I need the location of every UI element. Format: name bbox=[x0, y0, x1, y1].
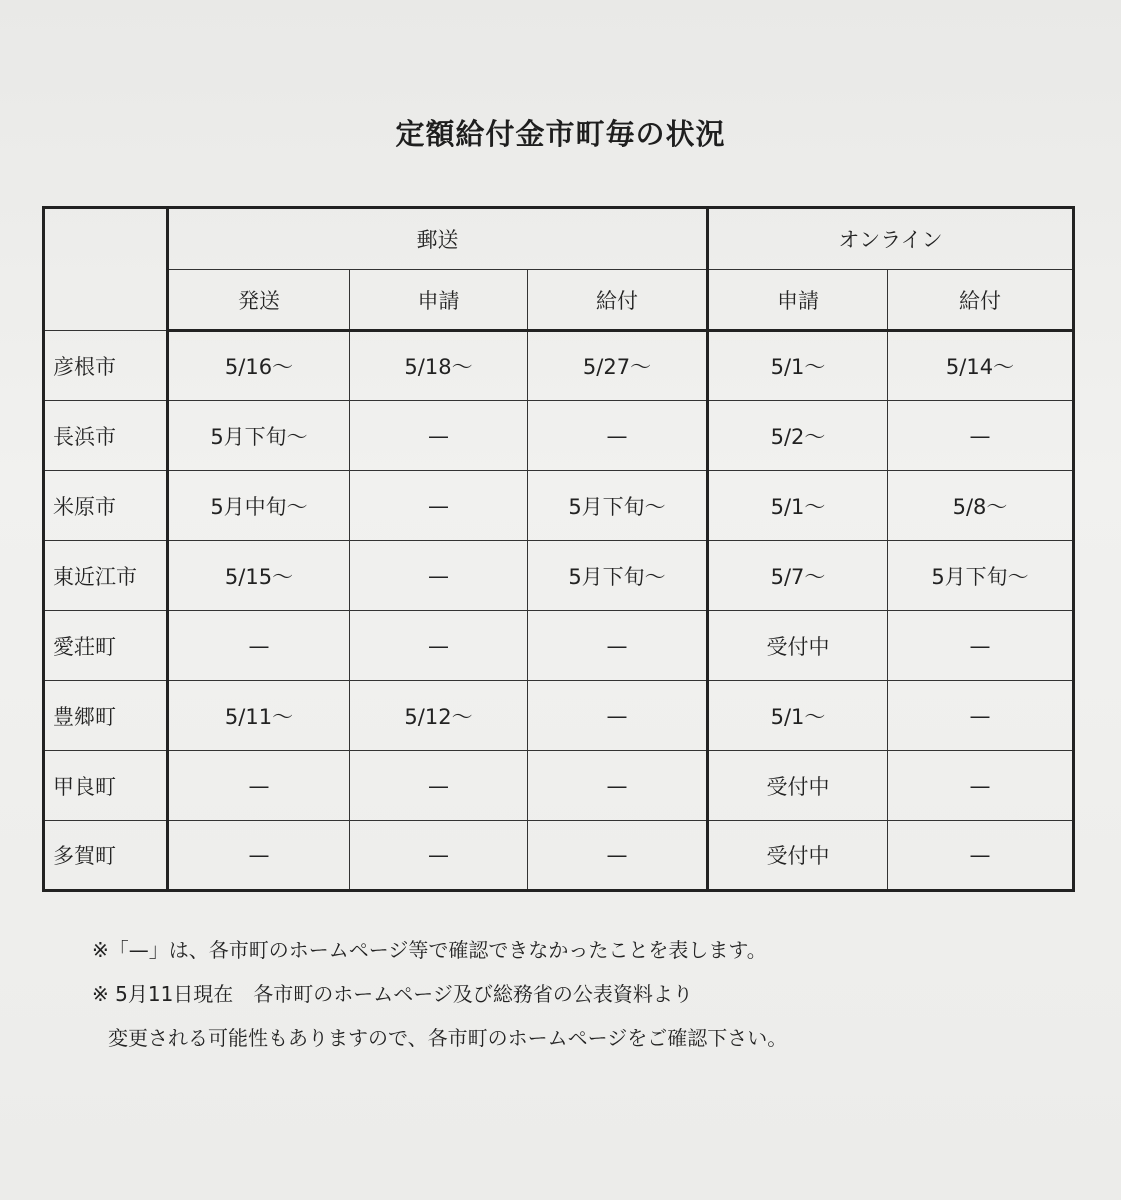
city-name: 長浜市 bbox=[44, 401, 168, 471]
table-cell: 5/27〜 bbox=[528, 331, 708, 401]
table-cell: 5月下旬〜 bbox=[528, 541, 708, 611]
sub-header-cell: 給付 bbox=[888, 270, 1074, 331]
sub-header-cell: 申請 bbox=[350, 270, 528, 331]
city-name: 東近江市 bbox=[44, 541, 168, 611]
table-cell: 5/16〜 bbox=[168, 331, 350, 401]
table-cell: 5/15〜 bbox=[168, 541, 350, 611]
table-cell: 5/1〜 bbox=[708, 471, 888, 541]
table-row bbox=[44, 821, 1074, 891]
footnote: 変更される可能性もありますので、各市町のホームページをご確認下さい。 bbox=[108, 1026, 788, 1050]
table-cell: 受付中 bbox=[708, 751, 888, 821]
footnotes bbox=[92, 928, 787, 1060]
table-row bbox=[44, 681, 1074, 751]
table-cell: — bbox=[888, 611, 1074, 681]
table-cell: — bbox=[528, 751, 708, 821]
table-cell: — bbox=[888, 681, 1074, 751]
table-cell: 5月下旬〜 bbox=[888, 541, 1074, 611]
table-cell: 5/11〜 bbox=[168, 681, 350, 751]
group-header-mail: 郵送 bbox=[168, 208, 708, 270]
table-row bbox=[44, 751, 1074, 821]
footnote: ※「—」は、各市町のホームページ等で確認できなかったことを表します。 bbox=[92, 938, 767, 962]
table-cell: — bbox=[350, 751, 528, 821]
status-table bbox=[42, 206, 1075, 892]
sub-header-cell: 給付 bbox=[528, 270, 708, 331]
page-title: 定額給付金市町毎の状況 bbox=[395, 117, 726, 151]
table-cell: — bbox=[350, 821, 528, 891]
table-cell: — bbox=[888, 401, 1074, 471]
table-cell: 5/14〜 bbox=[888, 331, 1074, 401]
city-name: 愛荘町 bbox=[44, 611, 168, 681]
city-name: 彦根市 bbox=[44, 331, 168, 401]
table-cell: — bbox=[528, 821, 708, 891]
table-cell: 受付中 bbox=[708, 611, 888, 681]
table-cell: — bbox=[168, 611, 350, 681]
table-cell: — bbox=[168, 821, 350, 891]
table-cell: 5/7〜 bbox=[708, 541, 888, 611]
table-cell: 5/8〜 bbox=[888, 471, 1074, 541]
table-row bbox=[44, 611, 1074, 681]
city-name: 甲良町 bbox=[44, 751, 168, 821]
city-name: 米原市 bbox=[44, 471, 168, 541]
table-cell: 5/2〜 bbox=[708, 401, 888, 471]
table-cell: — bbox=[350, 471, 528, 541]
table-cell: — bbox=[350, 401, 528, 471]
group-header-online: オンライン bbox=[708, 208, 1074, 270]
footnote: ※ 5月11日現在 各市町のホームページ及び総務省の公表資料より bbox=[92, 982, 693, 1006]
table-cell: — bbox=[528, 401, 708, 471]
table-cell: — bbox=[168, 751, 350, 821]
group-header-row bbox=[44, 208, 1074, 270]
table-cell: 受付中 bbox=[708, 821, 888, 891]
table-cell: 5月中旬〜 bbox=[168, 471, 350, 541]
table-cell: — bbox=[888, 821, 1074, 891]
table-cell: — bbox=[350, 611, 528, 681]
city-name: 多賀町 bbox=[44, 821, 168, 891]
table-cell: 5/12〜 bbox=[350, 681, 528, 751]
city-name: 豊郷町 bbox=[44, 681, 168, 751]
table-row bbox=[44, 331, 1074, 401]
table-cell: 5月下旬〜 bbox=[528, 471, 708, 541]
table-cell: — bbox=[350, 541, 528, 611]
table-row bbox=[44, 401, 1074, 471]
sub-header-row bbox=[44, 270, 1074, 331]
corner-cell bbox=[44, 208, 168, 331]
table-cell: 5/18〜 bbox=[350, 331, 528, 401]
sub-header-cell: 発送 bbox=[168, 270, 350, 331]
table-cell: 5月下旬〜 bbox=[168, 401, 350, 471]
sub-header-cell: 申請 bbox=[708, 270, 888, 331]
table-cell: — bbox=[888, 751, 1074, 821]
table-row bbox=[44, 541, 1074, 611]
table-cell: 5/1〜 bbox=[708, 681, 888, 751]
table-cell: 5/1〜 bbox=[708, 331, 888, 401]
table-cell: — bbox=[528, 611, 708, 681]
table-row bbox=[44, 471, 1074, 541]
table-cell: — bbox=[528, 681, 708, 751]
